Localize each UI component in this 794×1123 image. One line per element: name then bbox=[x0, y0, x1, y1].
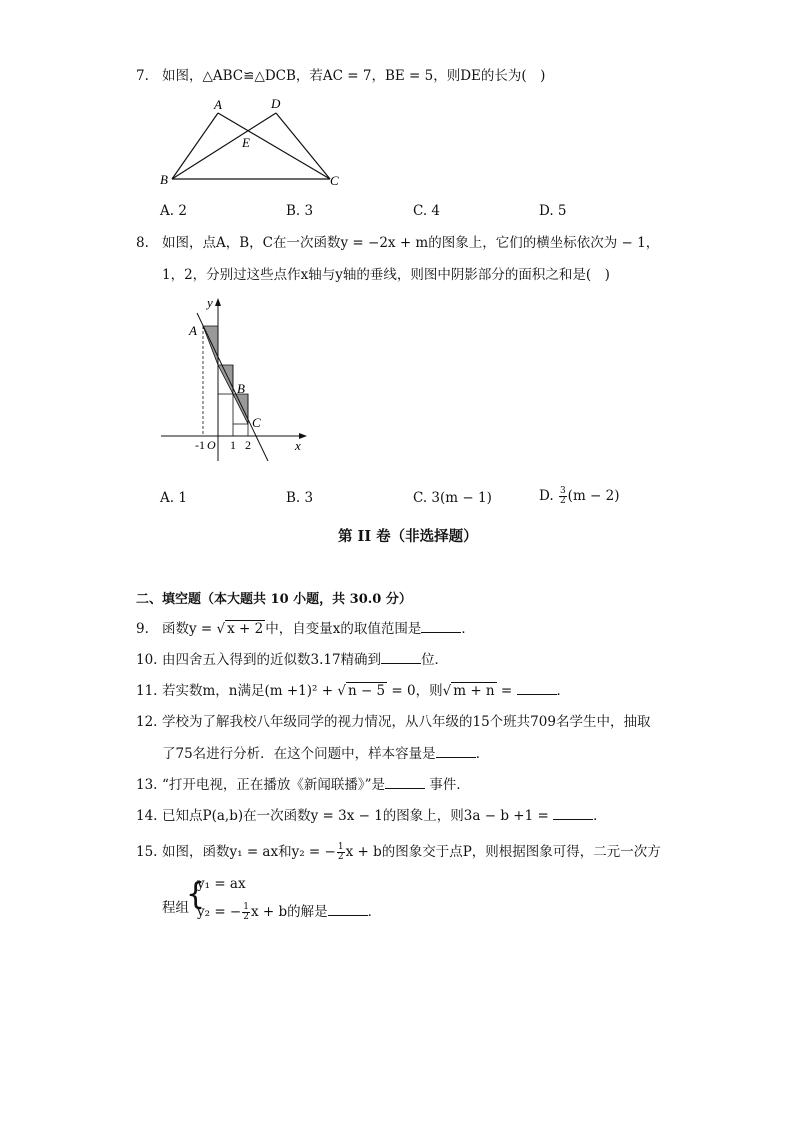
q8-option-d-fraction: $\frac{3}{2}$ bbox=[559, 486, 566, 506]
q8-label-o: O bbox=[207, 438, 216, 452]
q10-end: 位． bbox=[421, 652, 449, 668]
q13-pre: “打开电视，正在播放《新闻联播》”是 bbox=[162, 777, 386, 793]
q8-label-a: A bbox=[189, 323, 197, 338]
q15-system-eq2: y₂ = − $\frac{1}{2}$ x + b的解是 ． bbox=[197, 902, 382, 922]
q7-label-e: E bbox=[242, 135, 250, 150]
q11-radicand1: n − 5 bbox=[347, 683, 386, 699]
q11-eq: = bbox=[496, 683, 517, 699]
q8-option-a: A. 1 bbox=[160, 490, 187, 506]
q8-y-arrow bbox=[215, 298, 221, 306]
q9: 9. 函数y = √ x + 2 中，自变量x的取值范围是 ． bbox=[136, 621, 475, 637]
q11-mid: = 0，则 bbox=[387, 683, 443, 699]
q8-label-x: x bbox=[295, 438, 301, 453]
q8-option-d-label: D. bbox=[539, 488, 554, 504]
q9-radicand: x + 2 bbox=[227, 621, 264, 637]
q12-text-line2: 了75名进行分析．在这个问题中，样本容量是 bbox=[162, 746, 436, 762]
q10-answer-blank[interactable] bbox=[381, 650, 421, 664]
q8-text-line1: 如图，点A，B，C在一次函数y = −2x + m的图象上，它们的横坐标依次为 − 1， bbox=[162, 235, 660, 251]
q7-option-b: B. 3 bbox=[286, 203, 314, 219]
q12-line2 bbox=[162, 744, 489, 763]
q13-answer-blank[interactable] bbox=[385, 775, 425, 789]
q14 bbox=[136, 806, 607, 825]
q7-option-a: A. 2 bbox=[160, 203, 187, 219]
q9-pre: 函数y = bbox=[162, 621, 217, 637]
q11-radicand2: m + n bbox=[453, 683, 495, 699]
q11: 11. 若实数m，n满足(m +1)² + √ n − 5 = 0，则√ m + n = ． bbox=[136, 683, 571, 699]
q15-line1-pre: 如图，函数y₁ = ax和y₂ = − bbox=[162, 844, 336, 860]
q9-number: 9. bbox=[136, 621, 149, 637]
q9-post: 中，自变量x的取值范围是 bbox=[265, 621, 422, 637]
q8-label-c: C bbox=[252, 415, 261, 430]
q8-stem-line2: 1，2，分别过这些点作x轴与y轴的垂线，则图中阴影部分的面积之和是( ) bbox=[162, 267, 610, 283]
q7-segment-ac bbox=[218, 113, 330, 179]
q7-text: 如图，△ABC≌△DCB，若AC = 7，BE = 5，则DE的长为( ) bbox=[162, 68, 546, 84]
q9-end: ． bbox=[461, 621, 475, 637]
q8-number: 8. bbox=[136, 235, 149, 251]
q7-label-b: B bbox=[160, 172, 168, 187]
q11-end: ． bbox=[556, 683, 571, 699]
q13 bbox=[136, 775, 470, 794]
q8-label-b: B bbox=[237, 381, 245, 396]
q13-number: 13. bbox=[136, 777, 158, 793]
q15-line1-post: x + b的图象交于点P，则根据图象可得，二元一次方 bbox=[345, 844, 661, 860]
q10 bbox=[136, 650, 448, 669]
q9-answer-blank[interactable] bbox=[421, 619, 461, 633]
q12-end: ． bbox=[475, 746, 490, 762]
q15-line2-post: 的解是 bbox=[287, 904, 328, 920]
q11-number: 11. bbox=[136, 683, 158, 699]
q7-option-c: C. 4 bbox=[413, 203, 441, 219]
q14-answer-blank[interactable] bbox=[553, 806, 593, 820]
q10-number: 10. bbox=[136, 652, 158, 668]
q8-option-d bbox=[539, 487, 620, 506]
q13-end: 事件． bbox=[425, 777, 470, 793]
q8-label-neg1: -1 bbox=[195, 438, 205, 452]
q7-label-d: D bbox=[271, 96, 281, 111]
q15-line2-pre: 程组 bbox=[162, 900, 189, 916]
q15-line1 bbox=[136, 843, 661, 862]
q8-label-y: y bbox=[207, 295, 213, 310]
section2-heading: 二、填空题（本大题共 10 小题，共 30.0 分） bbox=[136, 592, 412, 607]
q8-option-c: C. 3(m − 1) bbox=[413, 490, 492, 506]
q8-label-1: 1 bbox=[230, 438, 236, 452]
q7-segment-dc bbox=[276, 113, 330, 179]
q8-label-2: 2 bbox=[245, 438, 251, 452]
q14-pre: 已知点P(a,b)在一次函数y = 3x − 1的图象上，则3a − b +1 = bbox=[162, 808, 554, 824]
q10-pre: 由四舍五入得到的近似数3.17精确到 bbox=[162, 652, 382, 668]
q12-text-line1: 学校为了解我校八年级同学的视力情况，从八年级的15个班共709名学生中，抽取 bbox=[162, 714, 651, 730]
q8-figure bbox=[155, 293, 315, 468]
q12-number: 12. bbox=[136, 714, 158, 730]
q11-answer-blank[interactable] bbox=[517, 681, 557, 695]
q14-number: 14. bbox=[136, 808, 158, 824]
q7-number: 7. bbox=[136, 68, 149, 84]
q8-option-b: B. 3 bbox=[286, 490, 314, 506]
q12-line1 bbox=[136, 713, 650, 731]
q12-answer-blank[interactable] bbox=[436, 744, 476, 758]
q8-shade-b bbox=[218, 365, 233, 394]
q14-end: ． bbox=[593, 808, 607, 824]
q15-brace: { bbox=[186, 877, 206, 912]
q11-pre: 若实数m，n满足(m +1)² + bbox=[162, 683, 338, 699]
part2-title: 第 II 卷（非选择题） bbox=[338, 528, 478, 545]
q15-answer-blank[interactable] bbox=[328, 902, 368, 916]
q7-segment-bd bbox=[172, 113, 276, 179]
q15-number: 15. bbox=[136, 844, 158, 860]
q7-segment-ba bbox=[172, 113, 218, 179]
q8-shade-c bbox=[233, 394, 248, 424]
q8-option-d-tail: (m − 2) bbox=[567, 488, 620, 504]
q15-end: ． bbox=[367, 904, 382, 920]
q15-fraction: $\frac{1}{2}$ bbox=[337, 842, 344, 862]
q7-stem bbox=[136, 67, 545, 85]
q7-figure bbox=[150, 92, 350, 192]
q8-stem-line1 bbox=[136, 234, 659, 252]
q7-label-c: C bbox=[330, 173, 339, 188]
q7-option-d: D. 5 bbox=[539, 203, 567, 219]
q7-label-a: A bbox=[214, 97, 222, 112]
q15-system-eq1: y₁ = ax bbox=[197, 876, 246, 892]
q8-shade-a bbox=[203, 326, 218, 365]
